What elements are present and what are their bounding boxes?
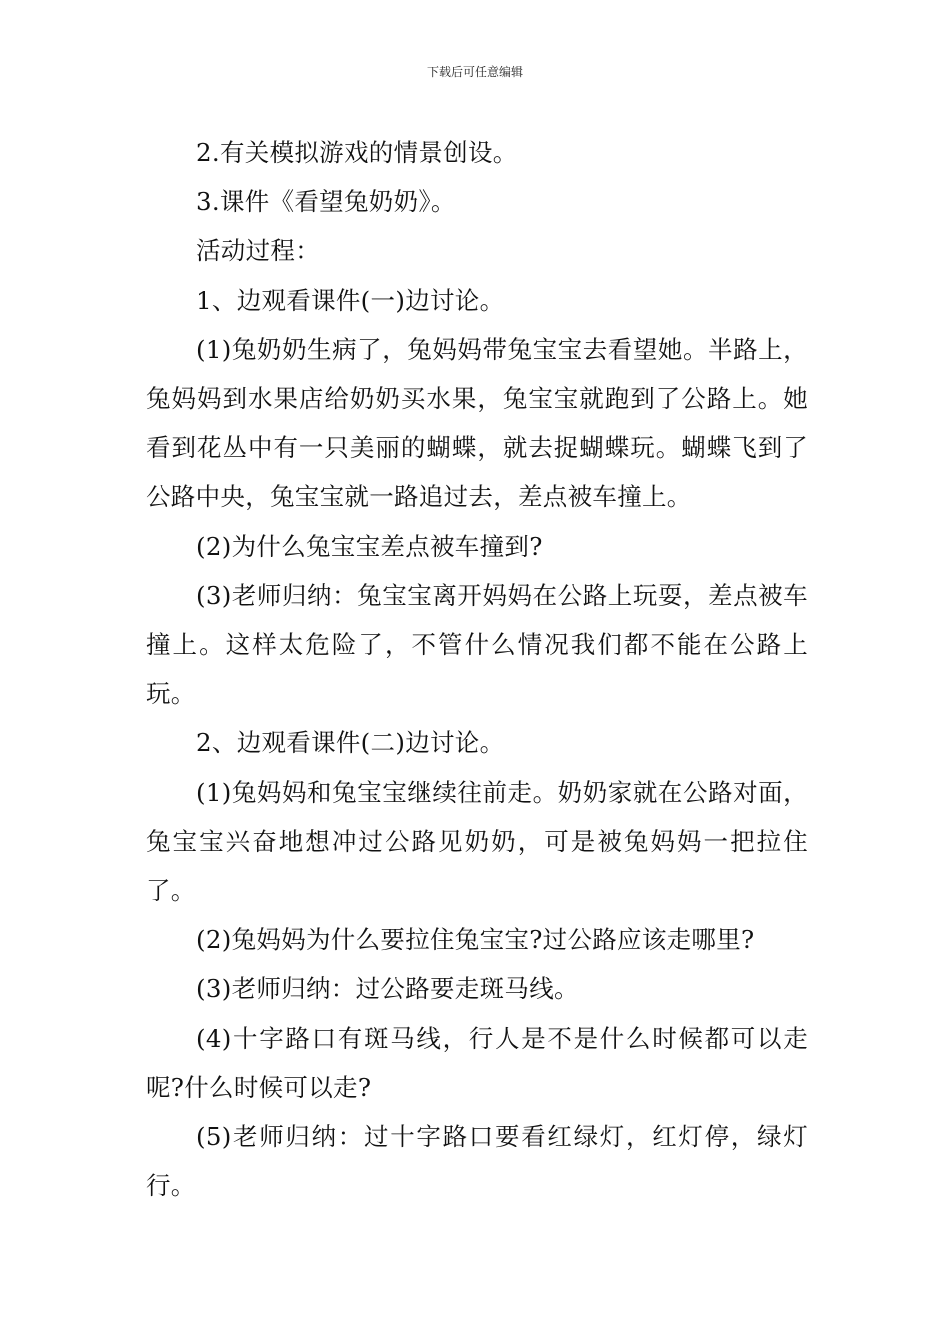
paragraph-3: 活动过程： — [196, 236, 320, 266]
paragraph-5: (1)兔奶奶生病了，兔妈妈带兔宝宝去看望她。半路上，兔妈妈到水果店给奶奶买水果，兔宝宝就跑到了公路上。她看到花丛中有一只美丽的蝴蝶，就去捉蝴蝶玩。蝴蝶飞到了公路中央，兔宝宝就一路追过去，差点被车撞上。 — [146, 334, 808, 512]
paragraph-13: (5)老师归纳：过十字路口要看红绿灯，红灯停，绿灯行。 — [146, 1122, 808, 1201]
paragraph-12: (4)十字路口有斑马线，行人是不是什么时候都可以走呢?什么时候可以走? — [146, 1023, 808, 1102]
paragraph-11: (3)老师归纳：过公路要走斑马线。 — [196, 974, 579, 1004]
paragraph-4: 1、边观看课件(一)边讨论。 — [196, 285, 505, 315]
paragraph-9: (1)兔妈妈和兔宝宝继续往前走。奶奶家就在公路对面，兔宝宝兴奋地想冲过公路见奶奶，可是被兔妈妈一把拉住了。 — [146, 777, 808, 906]
paragraph-2: 3.课件《看望兔奶奶》。 — [196, 187, 456, 217]
paragraph-8: 2、边观看课件(二)边讨论。 — [196, 728, 505, 758]
paragraph-10: (2)兔妈妈为什么要拉住兔宝宝?过公路应该走哪里? — [196, 925, 755, 955]
paragraph-7: (3)老师归纳：兔宝宝离开妈妈在公路上玩耍，差点被车撞上。这样太危险了，不管什么情况我们都不能在公路上玩。 — [146, 580, 808, 709]
page-header: 下载后可任意编辑 — [426, 65, 523, 79]
paragraph-1: 2.有关模拟游戏的情景创设。 — [196, 138, 518, 167]
document-body — [146, 128, 808, 1210]
paragraph-6: (2)为什么兔宝宝差点被车撞到? — [196, 531, 543, 561]
